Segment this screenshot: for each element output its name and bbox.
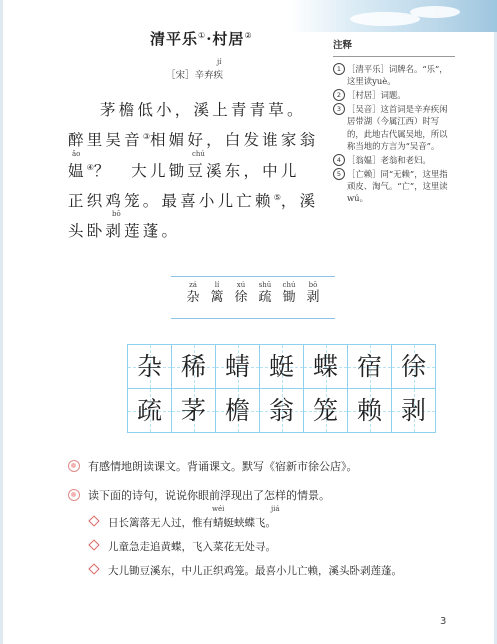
grid-cell: 蜓	[259, 344, 304, 389]
notes-panel	[333, 40, 455, 206]
grid-cell: 檐	[215, 388, 260, 433]
vocab-item: lí 篱	[210, 281, 224, 305]
poem-line-5: 头卧剥莲蓬。	[68, 222, 181, 240]
note-item: 4 ［翁媪］老翁和老妇。	[333, 154, 455, 166]
exercise-icon	[68, 489, 80, 501]
poem-line-3: 媪④？ 大儿锄豆溪东，中儿	[68, 162, 300, 180]
poem-item: 大儿锄豆溪东，中儿正织鸡笼。最喜小儿亡赖，溪头卧剥莲蓬。	[90, 563, 402, 578]
sky-decoration	[290, 0, 497, 32]
poem-line-4: 正织鸡笼。最喜小儿亡赖⑤，溪	[68, 192, 319, 210]
grid-cell: 宿	[347, 344, 392, 389]
grid-cell: 茅	[171, 388, 216, 433]
page-number: 3	[440, 616, 447, 627]
pinyin-wei: wéi	[212, 505, 225, 513]
grid-cell: 笼	[303, 388, 348, 433]
author-pinyin: jí	[217, 58, 222, 66]
vocab-item: chú 锄	[282, 281, 296, 305]
note-item: 5 ［亡赖］同“无赖”，这里指顽皮、淘气。“亡”，这里读wú。	[333, 168, 455, 204]
poem-title: 清平乐①·村居②	[150, 30, 253, 48]
grid-cell: 赖	[347, 388, 392, 433]
note-item: 1 ［清平乐］词牌名。“乐”，这里读yuè。	[333, 63, 455, 87]
pinyin-jia: jiá	[271, 505, 280, 513]
notes-divider	[333, 56, 455, 57]
author: ［宋］辛弃疾	[166, 70, 224, 81]
grid-cell: 蜻	[215, 344, 260, 389]
exercise-2: 读下面的诗句，说说你眼前浮现出了怎样的情景。	[68, 487, 330, 503]
grid-cell: 杂	[127, 344, 172, 389]
exercise-1: 有感情地朗读课文。背诵课文。默写《宿新市徐公店》。	[68, 458, 358, 474]
diamond-bullet-icon	[88, 539, 99, 550]
poem-item: 儿童急走追黄蝶，飞入菜花无处寻。	[90, 539, 276, 554]
grid-cell: 稀	[171, 344, 216, 389]
pinyin-bo: bō	[112, 210, 121, 218]
grid-cell: 蝶	[303, 344, 348, 389]
diamond-bullet-icon	[88, 515, 99, 526]
poem-item: 日长篱落无人过，惟有蜻蜓蛱蝶飞。	[90, 515, 276, 530]
vocab-box	[171, 276, 335, 319]
diamond-bullet-icon	[88, 563, 99, 574]
vocab-item: bō 剥	[306, 281, 320, 305]
poem-line-1: 茅檐低小，溪上青青草。	[100, 101, 306, 119]
note-item: 3 ［吴音］这首词是辛弃疾闲居带湖（今属江西）时写的，此地古代属吴地，所以称当地的方言为“吴音”。	[333, 103, 455, 151]
grid-cell: 剥	[391, 388, 436, 433]
poem-line-2: 醉里吴音③相媚好，白发谁家翁	[68, 131, 319, 149]
vocab-item: shū 疏	[258, 281, 272, 305]
notes-title: 注释	[333, 40, 353, 51]
vocab-item: zá 杂	[186, 281, 200, 305]
vocab-item: xú 徐	[234, 281, 248, 305]
exercise-icon	[68, 460, 80, 472]
grid-cell: 翁	[259, 388, 304, 433]
pinyin-chu: chú	[192, 150, 205, 158]
grid-cell: 徐	[391, 344, 436, 389]
note-item: 2 ［村居］词题。	[333, 89, 455, 101]
pinyin-ao: ǎo	[72, 150, 81, 158]
grid-cell: 疏	[127, 388, 172, 433]
